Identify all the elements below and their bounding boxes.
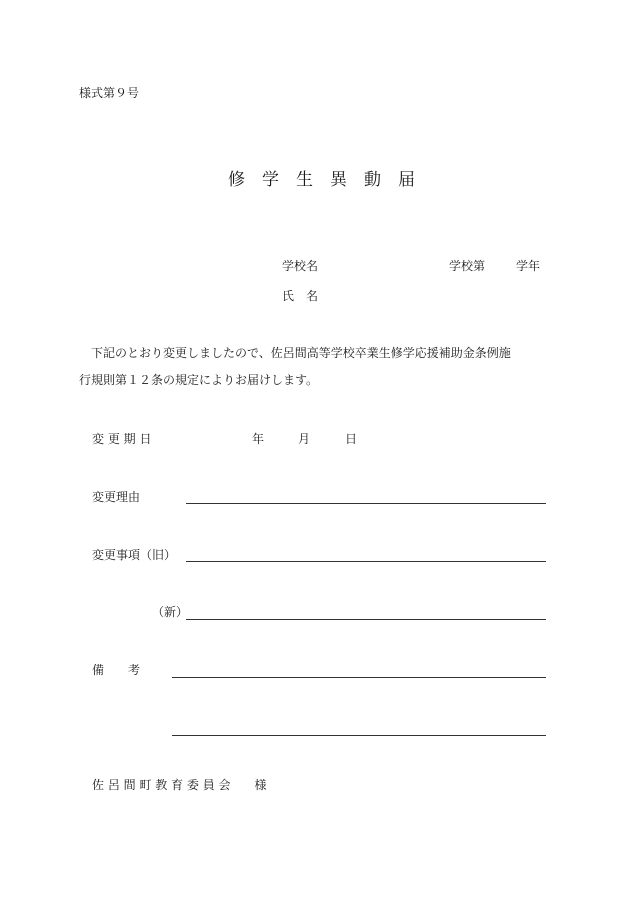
school-grade-label: 学校第 bbox=[449, 259, 486, 273]
remarks-line-1[interactable] bbox=[172, 677, 546, 678]
change-date-day: 日 bbox=[345, 432, 358, 446]
form-number: 様式第９号 bbox=[79, 86, 140, 100]
change-item-new-label: （新） bbox=[152, 605, 189, 619]
school-grade-suffix: 学年 bbox=[516, 259, 541, 273]
student-name-label: 氏 名 bbox=[282, 289, 319, 303]
school-name-label: 学校名 bbox=[282, 259, 319, 273]
addressee: 佐 呂 間 町 教 育 委 員 会 様 bbox=[92, 778, 267, 792]
intro-line-1: 下記のとおり変更しましたので、佐呂間高等学校卒業生修学応援補助金条例施 bbox=[79, 346, 511, 360]
change-date-month: 月 bbox=[298, 432, 311, 446]
change-reason-label: 変更理由 bbox=[92, 490, 141, 504]
change-item-new-line[interactable] bbox=[186, 619, 546, 620]
change-item-old-label: 変更事項（旧） bbox=[92, 548, 177, 562]
change-item-old-line[interactable] bbox=[186, 561, 546, 562]
remarks-line-2[interactable] bbox=[172, 735, 546, 736]
change-date-label: 変 更 期 日 bbox=[92, 432, 152, 446]
intro-line-2: 行規則第１２条の規定によりお届けします。 bbox=[79, 373, 319, 387]
document-title: 修 学 生 異 動 届 bbox=[228, 170, 415, 190]
remarks-label: 備 考 bbox=[92, 663, 141, 677]
change-reason-line[interactable] bbox=[186, 503, 546, 504]
change-date-year: 年 bbox=[252, 432, 265, 446]
